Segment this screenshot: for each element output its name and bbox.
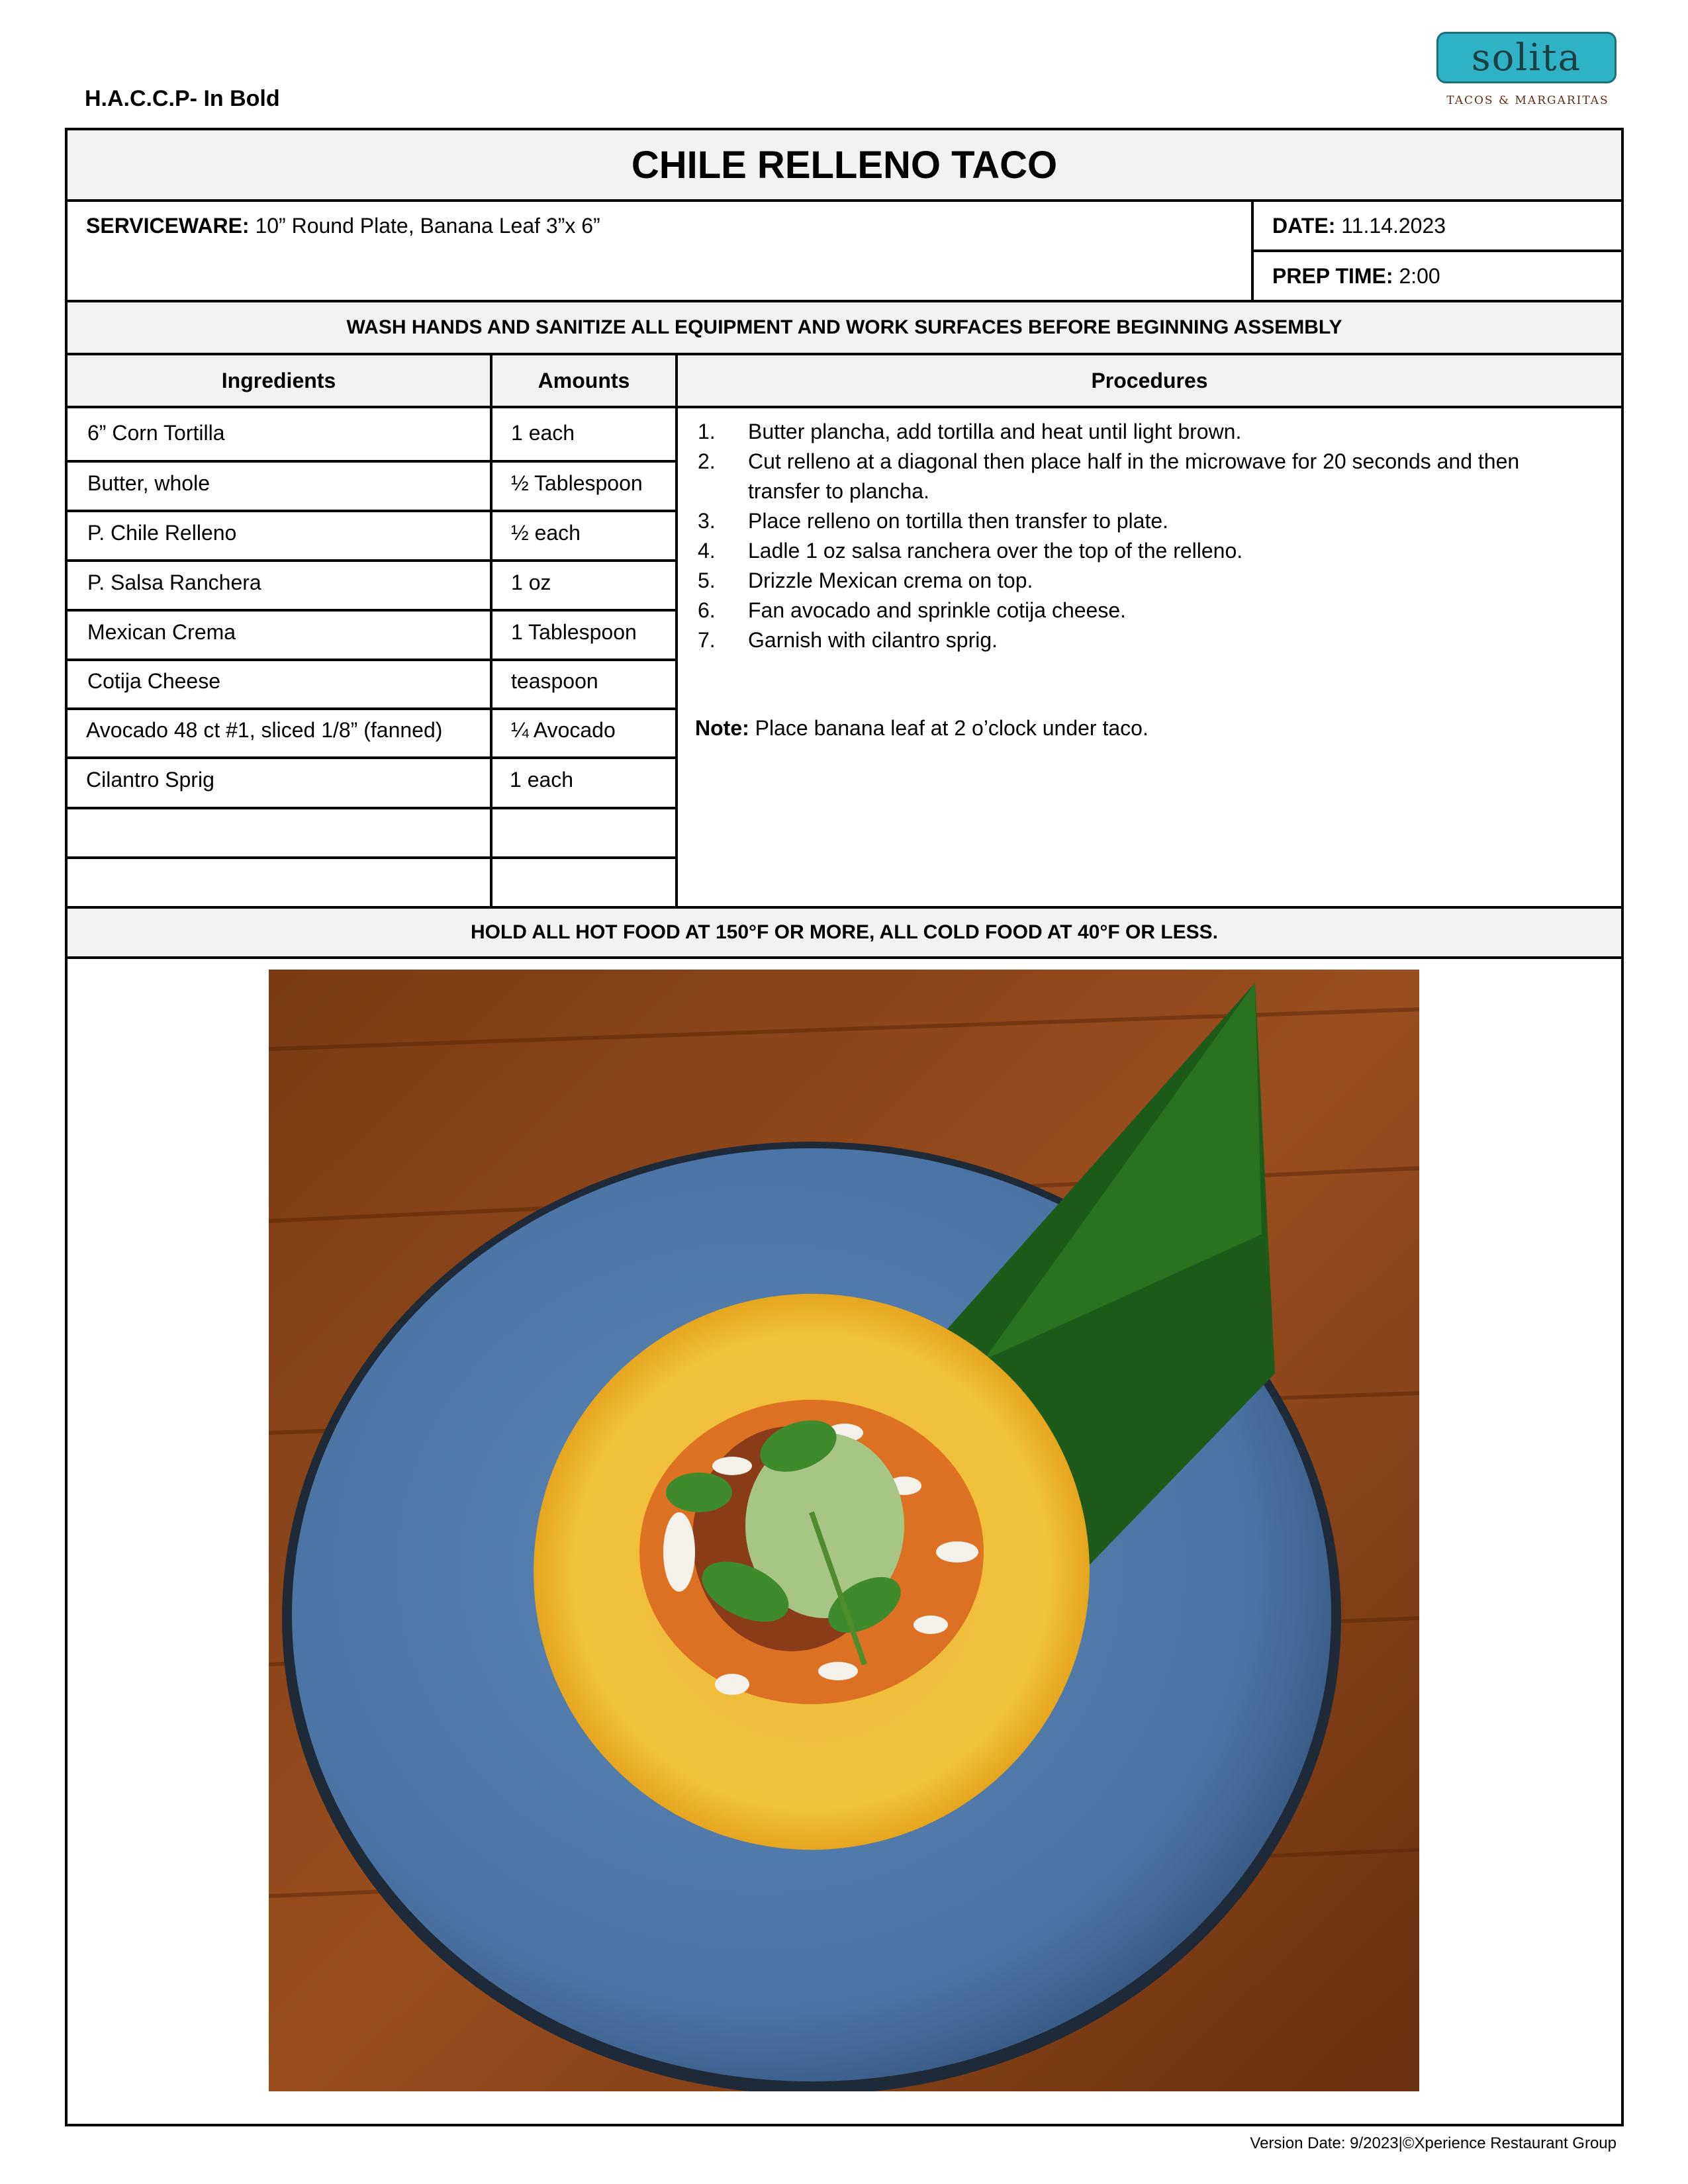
- rule: [65, 659, 678, 661]
- serviceware-value: 10” Round Plate, Banana Leaf 3”x 6”: [255, 213, 600, 238]
- ingredient-amount: 1 Tablespoon: [511, 620, 637, 644]
- procedure-step: [682, 417, 1595, 447]
- step-number: 2.: [698, 449, 716, 473]
- rule: [65, 406, 1624, 408]
- rule: [65, 199, 1624, 202]
- version-footer: Version Date: 9/2023|©Xperience Restaurant Group: [1250, 2134, 1617, 2152]
- date-label: DATE:: [1272, 213, 1336, 238]
- step-text: Butter plancha, add tortilla and heat until light brown.: [748, 420, 1242, 443]
- ingredient-amount: 1 each: [511, 421, 575, 445]
- recipe-title: CHILE RELLENO TACO: [631, 143, 1058, 187]
- rule: [65, 707, 678, 710]
- procedures-header: Procedures: [1091, 368, 1208, 392]
- procedure-step: [682, 596, 1595, 625]
- rule: [1251, 250, 1624, 252]
- ingredient-amount: ¼ Avocado: [511, 718, 616, 742]
- rule: [65, 807, 678, 809]
- ingredient-amount: 1 oz: [511, 570, 551, 594]
- step-number: 6.: [698, 598, 716, 622]
- procedure-step: [682, 506, 1595, 536]
- prep-time-value: 2:00: [1399, 263, 1440, 288]
- logo-word: solita: [1471, 36, 1582, 79]
- step-text: Fan avocado and sprinkle cotija cheese.: [748, 598, 1127, 622]
- serviceware-label: SERVICEWARE:: [86, 213, 250, 238]
- procedure-step: [682, 625, 1595, 655]
- date-value: 11.14.2023: [1341, 213, 1446, 238]
- ingredient-amount: ½ each: [511, 521, 581, 545]
- ingredient-amount: teaspoon: [511, 669, 598, 693]
- procedure-step: [682, 566, 1595, 596]
- logo-badge: [1436, 32, 1617, 83]
- hold-temperature-note: HOLD ALL HOT FOOD AT 150°F OR MORE, ALL COLD FOOD AT 40°F OR LESS.: [470, 921, 1219, 943]
- step-text: Garnish with cilantro sprig.: [748, 628, 998, 652]
- ingredient-amount: 1 each: [510, 768, 574, 792]
- note-label: Note:: [695, 716, 749, 740]
- rule: [65, 460, 678, 463]
- solita-logo: [1436, 32, 1619, 109]
- step-number: 7.: [698, 628, 716, 652]
- note-text: Place banana leaf at 2 o’clock under taco.: [755, 716, 1149, 740]
- assembly-note: [695, 716, 1149, 741]
- ingredient-name: Butter, whole: [87, 471, 210, 495]
- prep-time: [1272, 253, 1440, 299]
- ingredient-name: Cilantro Sprig: [86, 768, 214, 792]
- step-number: 3.: [698, 509, 716, 533]
- ingredient-name: Mexican Crema: [87, 620, 236, 644]
- dish-illustration: [269, 970, 1419, 2091]
- date: [1272, 204, 1446, 248]
- rule: [65, 856, 678, 859]
- logo-tagline: TACOS & MARGARITAS: [1446, 94, 1609, 107]
- step-number: 1.: [698, 420, 716, 443]
- ingredient-name: Cotija Cheese: [87, 669, 220, 693]
- step-number: 4.: [698, 539, 716, 563]
- rule: [675, 353, 678, 909]
- rule: [65, 559, 678, 562]
- wash-hands-note: WASH HANDS AND SANITIZE ALL EQUIPMENT AND WORK SURFACES BEFORE BEGINNING ASSEMBLY: [346, 316, 1342, 338]
- ingredient-name: Avocado 48 ct #1, sliced 1/8” (fanned): [86, 718, 443, 742]
- rule: [65, 956, 1624, 959]
- serviceware: [86, 205, 600, 246]
- ingredient-name: P. Salsa Ranchera: [87, 570, 261, 594]
- dish-photo: [269, 970, 1419, 2091]
- ingredient-name: 6” Corn Tortilla: [87, 421, 225, 445]
- procedure-step: [682, 536, 1595, 566]
- ingredients-header: Ingredients: [221, 368, 336, 392]
- procedure-list: [682, 417, 1595, 655]
- step-text: Ladle 1 oz salsa ranchera over the top of the relleno.: [748, 539, 1243, 563]
- step-text: Place relleno on tortilla then transfer to plate.: [748, 509, 1169, 533]
- prep-time-label: PREP TIME:: [1272, 263, 1393, 288]
- ingredient-name: P. Chile Relleno: [87, 521, 237, 545]
- rule: [490, 353, 492, 909]
- ingredient-amount: ½ Tablespoon: [511, 471, 643, 495]
- rule: [1251, 199, 1254, 302]
- step-text: Cut relleno at a diagonal then place half in the microwave for 20 seconds and then transfer to plancha.: [748, 449, 1520, 503]
- haccp-note: H.A.C.C.P- In Bold: [85, 86, 280, 111]
- rule: [65, 609, 678, 612]
- step-text: Drizzle Mexican crema on top.: [748, 569, 1033, 592]
- amounts-header: Amounts: [538, 368, 630, 392]
- step-number: 5.: [698, 569, 716, 592]
- rule: [65, 756, 678, 759]
- rule: [65, 510, 678, 512]
- procedure-step: [682, 447, 1595, 506]
